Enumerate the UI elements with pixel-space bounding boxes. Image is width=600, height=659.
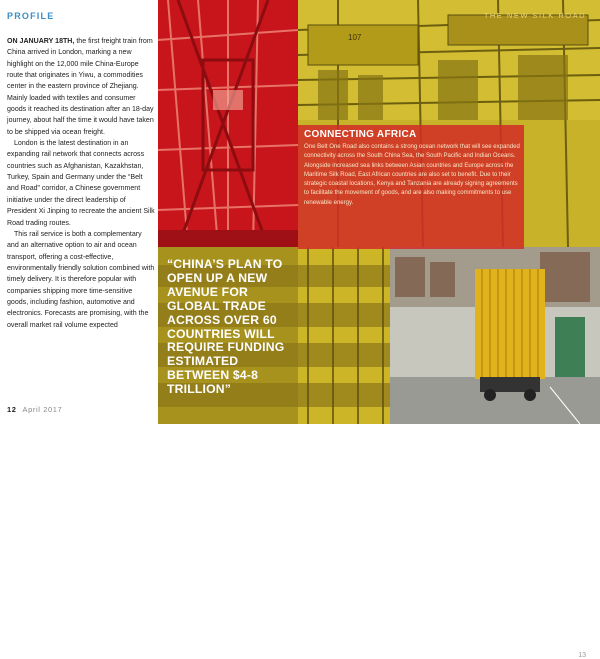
pull-quote: “CHINA’S PLAN TO OPEN UP A NEW AVENUE FOR GLOBAL TRADE ACROSS OVER 60 COUNTRIES WILL REQUIRE FUNDING ESTIMATED BETWEEN $4-8 TRILLION”	[167, 257, 285, 397]
crane-photo-red	[158, 0, 298, 247]
truck-container-photo	[390, 247, 600, 659]
section-label: PROFILE	[7, 11, 55, 21]
article-lead: ON JANUARY 18TH,	[7, 38, 75, 45]
article-paragraph-2: London is the latest destination in an expanding rail network that connects across countries such as Afghanistan, Kazakhstan, Turkey, Spain and Germany under the “Belt and Road” corridor, a Chinese government initiative under the direct leadership of President Xi Jinping to recreate the ancient Silk Road trading routes.	[7, 140, 155, 227]
page-footer	[7, 405, 62, 414]
article-paragraph-1-text: the first freight train from China arrived in London, marking a new highlight on the 12,000 mile China-Europe route that originates in Yiwu, a commodities center in the eastern province of Zhejiang. Mainly loaded with textiles and consumer goods it reached its destination after an 18-day journey, about half the time it would have taken to be shipped via ocean freight.	[7, 38, 154, 136]
sidebar-text: One Belt One Road also contains a strong ocean network that will see expanded connectivity across the South China Sea, the South Pacific and Indian Oceans. Alongside increased sea links between Asian countries and Europe across the Maritime Silk Road, East African countries are also set to benefit. Due to their strategic coastal locations, Kenya and Tanzania are already signing agreements to facilitate the movement of goods, and are also making commitments to use renewable energy.	[304, 144, 520, 206]
running-title: THE NEW SILK ROAD	[483, 11, 586, 20]
sidebar-title: CONNECTING AFRICA	[304, 129, 417, 140]
article-body	[7, 36, 155, 331]
crane-number: 107	[348, 33, 362, 42]
article-paragraph-1	[7, 36, 155, 138]
page-number: 12	[7, 405, 17, 414]
page-number-right: 13	[578, 652, 586, 659]
article-paragraph-3: This rail service is both a complementary and an alternative option to air and ocean transport, offering a cost-effective, environmentally friendly solution combined with timely delivery. It is therefore popular with companies shipping more time-sensitive goods, including fashion, automotive and electronics. Forecasts are promising, with the overall market rail volume expected	[7, 230, 155, 329]
issue-date: April 2017	[22, 405, 63, 414]
article-column	[0, 0, 158, 424]
